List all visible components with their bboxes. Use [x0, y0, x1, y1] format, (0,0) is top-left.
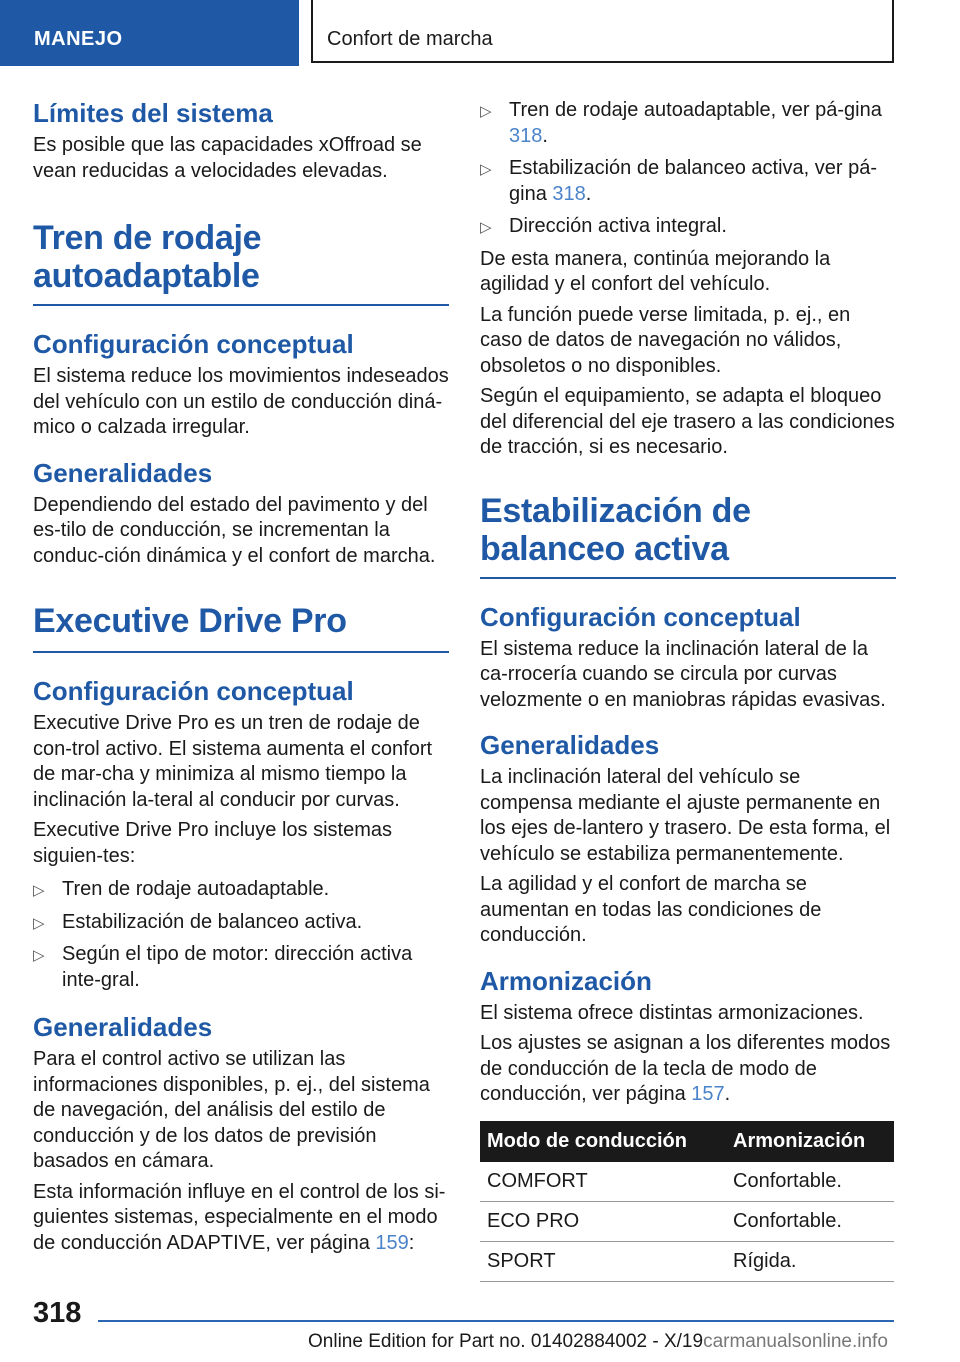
page-link-318[interactable]: 318 [509, 124, 543, 147]
edp-concept-text: Executive Drive Pro es un tren de rodaje de con-trol activo. El sistema aumenta el confort de mar-cha y minimiza al mismo tiempo la inclinación la-teral al conducir por curvas. [33, 712, 433, 811]
bullet-triangle-icon: ▷ [480, 219, 492, 236]
arm-text-2: Los ajustes se asignan a los diferentes modos de conducción de la tecla de modo de conducción, ver página 157. [480, 1032, 891, 1105]
table-cell: Rígida. [726, 1241, 894, 1281]
systems-list [480, 98, 896, 240]
edp-systems-intro: Executive Drive Pro incluye los sistemas siguien-tes: [33, 819, 393, 867]
tren-general-text: Dependiendo del estado del pavimento y del es-tilo de conducción, se incrementan la conduc-ción dinámica y el confort de marcha. [33, 493, 436, 567]
column-header: Armonización [726, 1121, 894, 1162]
eba-general-text-2: La agilidad y el confort de marcha se aumentan en todas las condiciones de conducción. [480, 873, 822, 946]
list-item: ▷ Según el tipo de motor: dirección activa inte-gral. [33, 943, 413, 991]
limits-text: Es posible que las capacidades xOffroad se vean reducidas a velocidades elevadas. [33, 134, 422, 182]
table-row [480, 1241, 894, 1281]
chapter-title: Confort de marcha [327, 28, 493, 50]
right-column [480, 98, 896, 1282]
table-cell: Confortable. [726, 1162, 894, 1202]
eba-concept-text: El sistema reduce la inclinación lateral de la ca-rrocería cuando se circula por curvas velozmente o en maniobras rápidas evasivas. [480, 637, 886, 711]
edp-rule [33, 651, 449, 653]
table-row [480, 1201, 894, 1241]
column-header: Modo de conducción [480, 1121, 726, 1162]
arm-text: El sistema ofrece distintas armonizaciones. [480, 1001, 864, 1024]
tren-rule [33, 304, 449, 306]
tren-heading: Tren de rodaje autoadaptable [33, 219, 262, 295]
list-item: ▷ Tren de rodaje autoadaptable. [33, 877, 449, 903]
tren-general-heading: Generalidades [33, 457, 213, 488]
bullet-triangle-icon: ▷ [33, 914, 45, 932]
list-item: ▷ Dirección activa integral. [480, 214, 896, 240]
edp-general-heading: Generalidades [33, 1012, 213, 1042]
differential-text: Según el equipamiento, se adapta el bloqueo del diferencial del eje trasero a las condiciones de tracción, si es necesario. [480, 385, 895, 458]
table-cell: SPORT [480, 1241, 726, 1281]
table-cell: COMFORT [480, 1162, 726, 1202]
eba-general-heading: Generalidades [480, 730, 660, 760]
watermark: carmanualsonline.info [703, 1331, 888, 1352]
agility-text: De esta manera, continúa mejorando la agilidad y el confort del vehículo. [480, 247, 831, 295]
table-cell: Confortable. [726, 1201, 894, 1241]
armonizacion-table [480, 1121, 894, 1282]
eba-general-text: La inclinación lateral del vehículo se compensa mediante el ajuste permanente en los ejes de-lantero y trasero. De esta forma, el vehículo se estabiliza permanentemente. [480, 766, 891, 865]
eba-rule [480, 577, 896, 579]
eba-heading: Estabilización de balanceo activa [480, 491, 751, 568]
eba-concept-heading: Configuración conceptual [480, 601, 801, 632]
arm-heading: Armonización [480, 965, 652, 996]
page-link-318[interactable]: 318 [552, 182, 586, 205]
tren-concept-heading: Configuración conceptual [33, 329, 354, 359]
edp-concept-heading: Configuración conceptual [33, 676, 354, 706]
section-label: MANEJO [34, 28, 123, 50]
table-row [480, 1162, 894, 1202]
bullet-triangle-icon: ▷ [480, 161, 492, 178]
table-header-row [480, 1121, 894, 1162]
footer-edition: Online Edition for Part no. 01402884002 - X/19carmanualsonline.info [308, 1331, 888, 1352]
edp-systems-list [33, 877, 449, 993]
footer-rule [98, 1320, 894, 1322]
bullet-triangle-icon: ▷ [33, 947, 45, 964]
list-item: ▷ Estabilización de balanceo activa. [33, 910, 449, 936]
page-number: 318 [33, 1297, 82, 1329]
bullet-triangle-icon: ▷ [33, 882, 45, 899]
edp-general-text-2: Esta información influye en el control de los si-guientes sistemas, especialmente en el modo de conducción ADAPTIVE, ver página 159: [33, 1180, 446, 1254]
list-item: ▷ Estabilización de balanceo activa, ver pá-gina 318. [480, 157, 877, 205]
edp-heading: Executive Drive Pro [33, 602, 347, 640]
bullet-triangle-icon: ▷ [480, 103, 492, 120]
list-item: ▷ Tren de rodaje autoadaptable, ver pá-gina 318. [480, 99, 882, 147]
section-tab [0, 0, 299, 66]
page-link-159[interactable]: 159 [375, 1231, 409, 1254]
table-cell: ECO PRO [480, 1201, 726, 1241]
tren-concept-text: El sistema reduce los movimientos indeseados del vehículo con un estilo de conducción diná-mico o calzada irregular. [33, 365, 449, 438]
edp-general-text: Para el control activo se utilizan las informaciones disponibles, p. ej., del sistema de navegación, del análisis del estilo de conducción y de los datos de previsión basados en cámara. [33, 1048, 430, 1172]
left-column [33, 98, 449, 1256]
limitation-text: La función puede verse limitada, p. ej., en caso de datos de navegación no válidos, obsoletos o no disponibles. [480, 303, 851, 377]
chapter-header [311, 0, 894, 63]
limits-heading: Límites del sistema [33, 98, 273, 128]
page-link-157[interactable]: 157 [691, 1083, 725, 1105]
